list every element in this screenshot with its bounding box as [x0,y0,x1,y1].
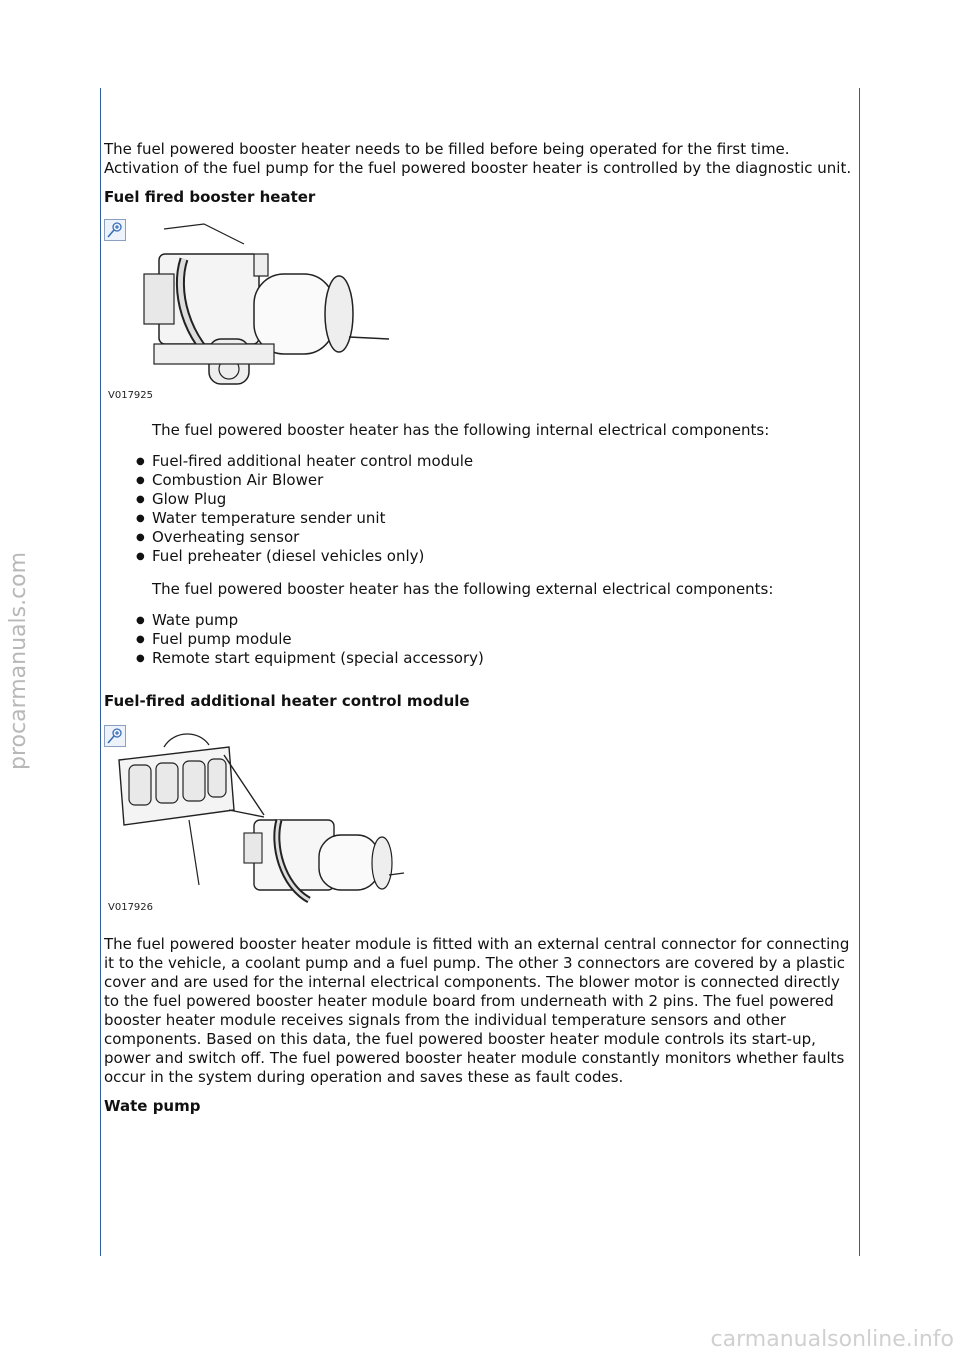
list-item: ● Overheating sensor [152,528,856,547]
list-item: ● Remote start equipment (special accessory) [152,649,856,668]
figure-label: V017926 [108,902,154,913]
figure-control-module [104,725,414,921]
list-item: ● Fuel pump module [152,630,856,649]
list-item: ● Wate pump [152,611,856,630]
side-watermark: procarmanuals.com [6,551,31,770]
figure-booster-heater [104,219,424,409]
left-frame-line [100,88,101,1256]
control-module-drawing [104,725,414,921]
external-components-intro: The fuel powered booster heater has the following external electrical components: [152,580,774,598]
list-item: ● Fuel-fired additional heater control module [152,452,856,471]
internal-components-list [104,452,856,566]
list-item: ● Fuel preheater (diesel vehicles only) [152,547,856,566]
page-content [104,140,856,1128]
booster-heater-drawing [104,219,404,409]
bottom-watermark: carmanualsonline.info [710,1327,954,1352]
section-heading-control-module: Fuel-fired additional heater control module [104,692,470,710]
list-item: ● Glow Plug [152,490,856,509]
external-components-list [104,611,856,668]
figure-label: V017925 [108,390,154,401]
list-item: ● Water temperature sender unit [152,509,856,528]
list-item: ● Combustion Air Blower [152,471,856,490]
internal-components-intro: The fuel powered booster heater has the following internal electrical components: [152,421,770,439]
section-heading-wate-pump: Wate pump [104,1097,201,1115]
intro-paragraph: The fuel powered booster heater needs to be filled before being operated for the first time. Activation of the fuel pump for the fuel powered booster heater is controlled by the diagnostic unit. [104,140,852,177]
zoom-icon[interactable] [104,219,126,241]
section-heading-fuel-fired-booster-heater: Fuel fired booster heater [104,188,316,206]
right-frame-line [859,88,860,1256]
zoom-icon[interactable] [104,725,126,747]
control-module-paragraph: The fuel powered booster heater module is fitted with an external central connector for connecting it to the vehicle, a coolant pump and a fuel pump. The other 3 connectors are covered by a plastic cover and are used for the internal electrical components. The blower motor is connected directly to the fuel powered booster heater module board from underneath with 2 pins. The fuel powered booster heater module receives signals from the individual temperature sensors and other components. Based on this data, the fuel powered booster heater module controls its start-up, power and switch off. The fuel powered booster heater module constantly monitors whether faults occur in the system during operation and saves these as fault codes. [104,935,850,1086]
